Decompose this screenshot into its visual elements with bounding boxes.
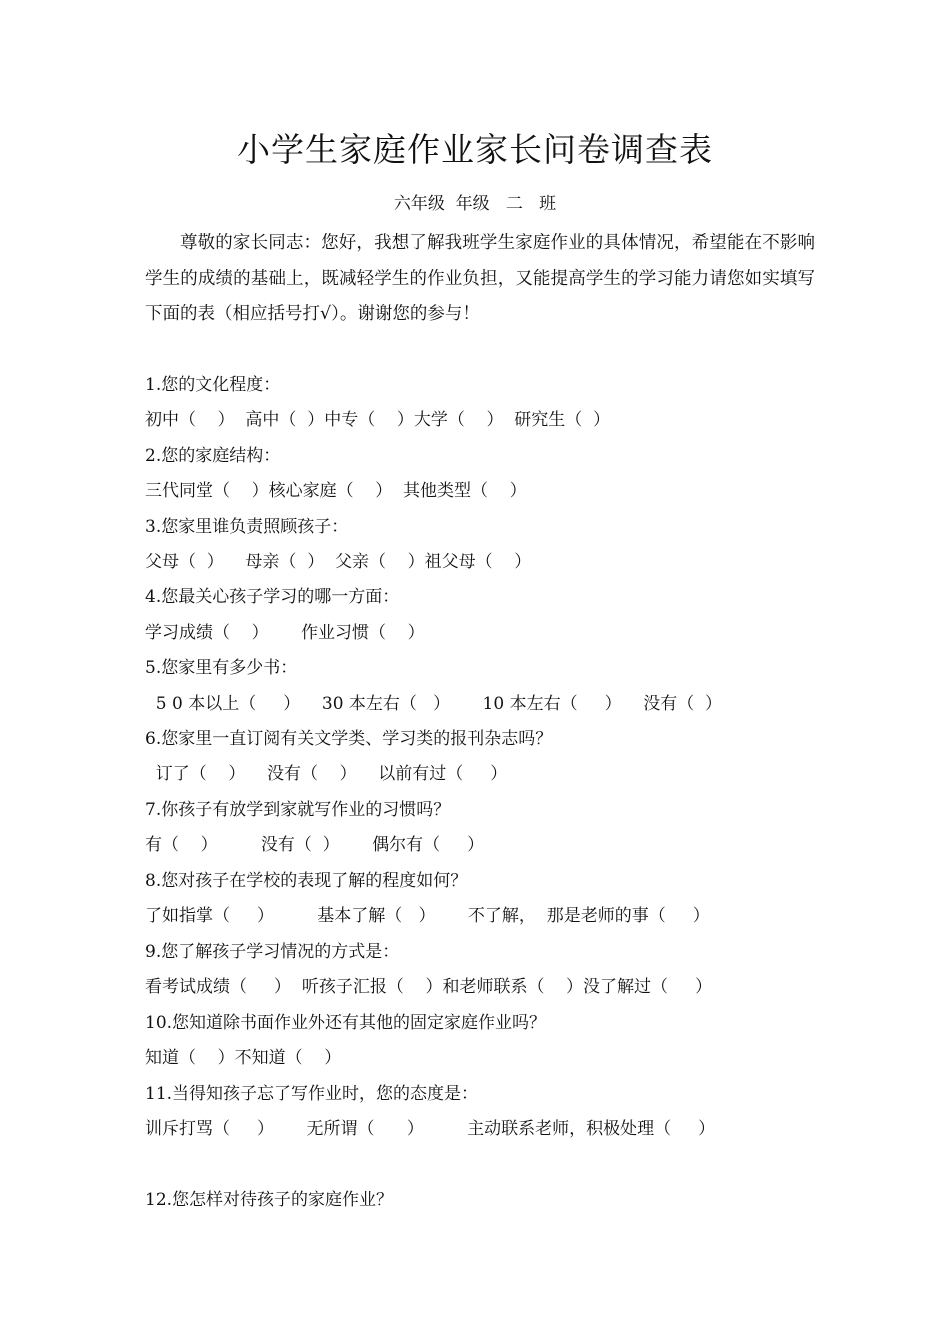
- question-8: 8.您对孩子在学校的表现了解的程度如何？: [145, 871, 468, 891]
- question-10: 10.您知道除书面作业外还有其他的固定家庭作业吗？: [145, 1013, 547, 1033]
- question-8-options: 了如指掌（ ） 基本了解（ ） 不了解， 那是老师的事（ ）: [145, 906, 710, 926]
- page-title: 小学生家庭作业家长问卷调查表: [237, 130, 713, 169]
- question-3-options: 父母（ ） 母亲（ ） 父亲（ ）祖父母（ ）: [145, 552, 532, 572]
- class-info: 六年级 年级 二 班: [393, 194, 557, 214]
- question-12: 12.您怎样对待孩子的家庭作业？: [145, 1190, 394, 1210]
- question-1-options: 初中（ ） 高中（ ）中专（ ）大学（ ） 研究生（ ）: [145, 410, 611, 430]
- question-7-options: 有（ ） 没有（ ） 偶尔有（ ）: [145, 835, 485, 855]
- question-1: 1.您的文化程度：: [145, 375, 281, 395]
- question-3: 3.您家里谁负责照顾孩子：: [145, 517, 349, 537]
- question-10-options: 知道（ ）不知道（ ）: [145, 1048, 342, 1068]
- question-5-options: 5 0 本以上（ ） 30 本左右（ ） 10 本左右（ ） 没有（ ）: [145, 694, 723, 714]
- question-4-options: 学习成绩（ ） 作业习惯（ ）: [145, 623, 425, 643]
- question-6-options: 订了（ ） 没有（ ） 以前有过（ ）: [145, 764, 508, 784]
- question-4: 4.您最关心孩子学习的哪一方面：: [145, 587, 400, 607]
- question-5: 5.您家里有多少书：: [145, 658, 298, 678]
- question-9-options: 看考试成绩（ ） 听孩子汇报（ ）和老师联系（ ）没了解过（ ）: [145, 977, 713, 997]
- question-11-options: 训斥打骂（ ） 无所谓（ ） 主动联系老师，积极处理（ ）: [145, 1119, 716, 1139]
- intro-paragraph: 尊敬的家长同志：您好，我想了解我班学生家庭作业的具体情况，希望能在不影响学生的成绩的基础上，既减轻学生的作业负担，又能提高学生的学习能力请您如实填写下面的表（相应括号打√）。谢谢您的参与！: [145, 233, 815, 324]
- question-7: 7.你孩子有放学到家就写作业的习惯吗？: [145, 800, 451, 820]
- question-6: 6.您家里一直订阅有关文学类、学习类的报刊杂志吗？: [145, 729, 553, 749]
- question-2: 2.您的家庭结构：: [145, 446, 281, 466]
- question-2-options: 三代同堂（ ）核心家庭（ ） 其他类型（ ）: [145, 481, 527, 501]
- question-9: 9.您了解孩子学习情况的方式是：: [145, 942, 400, 962]
- question-11: 11.当得知孩子忘了写作业时，您的态度是：: [145, 1084, 479, 1104]
